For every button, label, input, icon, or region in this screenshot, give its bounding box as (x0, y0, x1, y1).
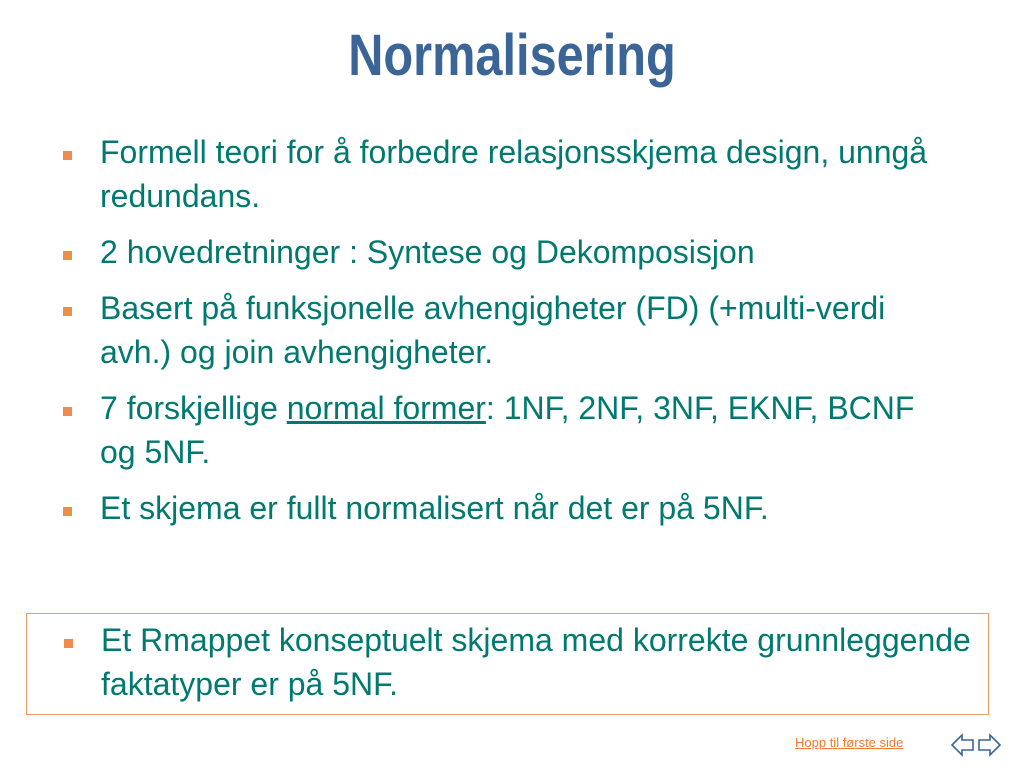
bullet-list (58, 130, 958, 542)
bullet-text: Basert på funksjonelle avhengigheter (FD) (+multi-verdi avh.) og join avhengigheter. (100, 290, 886, 370)
bullet-marker-icon (63, 407, 72, 416)
bullet-text-pre: 7 forskjellige (100, 390, 287, 426)
highlight-box (26, 613, 989, 715)
boxed-bullet-item (59, 618, 1001, 706)
bullet-marker-icon (63, 251, 72, 260)
bullet-item (58, 486, 958, 530)
normal-forms-term: normal former (286, 390, 486, 426)
bullet-text: Formell teori for å forbedre relasjonsskjema design, unngå redundans. (100, 134, 928, 214)
bullet-marker-icon (63, 151, 72, 160)
slide-navigation (950, 730, 1002, 760)
bullet-item (58, 286, 958, 374)
bullet-item (58, 386, 958, 474)
bullet-item (58, 130, 958, 218)
slide-title: Normalisering (348, 23, 676, 88)
bullet-marker-icon (63, 307, 72, 316)
bullet-marker-icon (63, 507, 72, 516)
boxed-bullet-text: Et Rmappet konseptuelt skjema med korrekte grunnleggende faktatyper er på 5NF. (101, 622, 971, 702)
bullet-text: Et skjema er fullt normalisert når det er på 5NF. (100, 490, 769, 526)
first-slide-link[interactable]: Hopp til første side (795, 735, 904, 750)
bullet-item (58, 230, 958, 274)
arrow-left-icon[interactable] (950, 730, 975, 760)
arrow-right-icon[interactable] (977, 730, 1002, 760)
bullet-text-post: : 1NF, 2NF, 3NF, EKNF, BCNF og 5NF. (100, 390, 915, 470)
bullet-text: 2 hovedretninger : Syntese og Dekomposisjon (100, 234, 755, 270)
bullet-marker-icon (64, 639, 73, 648)
